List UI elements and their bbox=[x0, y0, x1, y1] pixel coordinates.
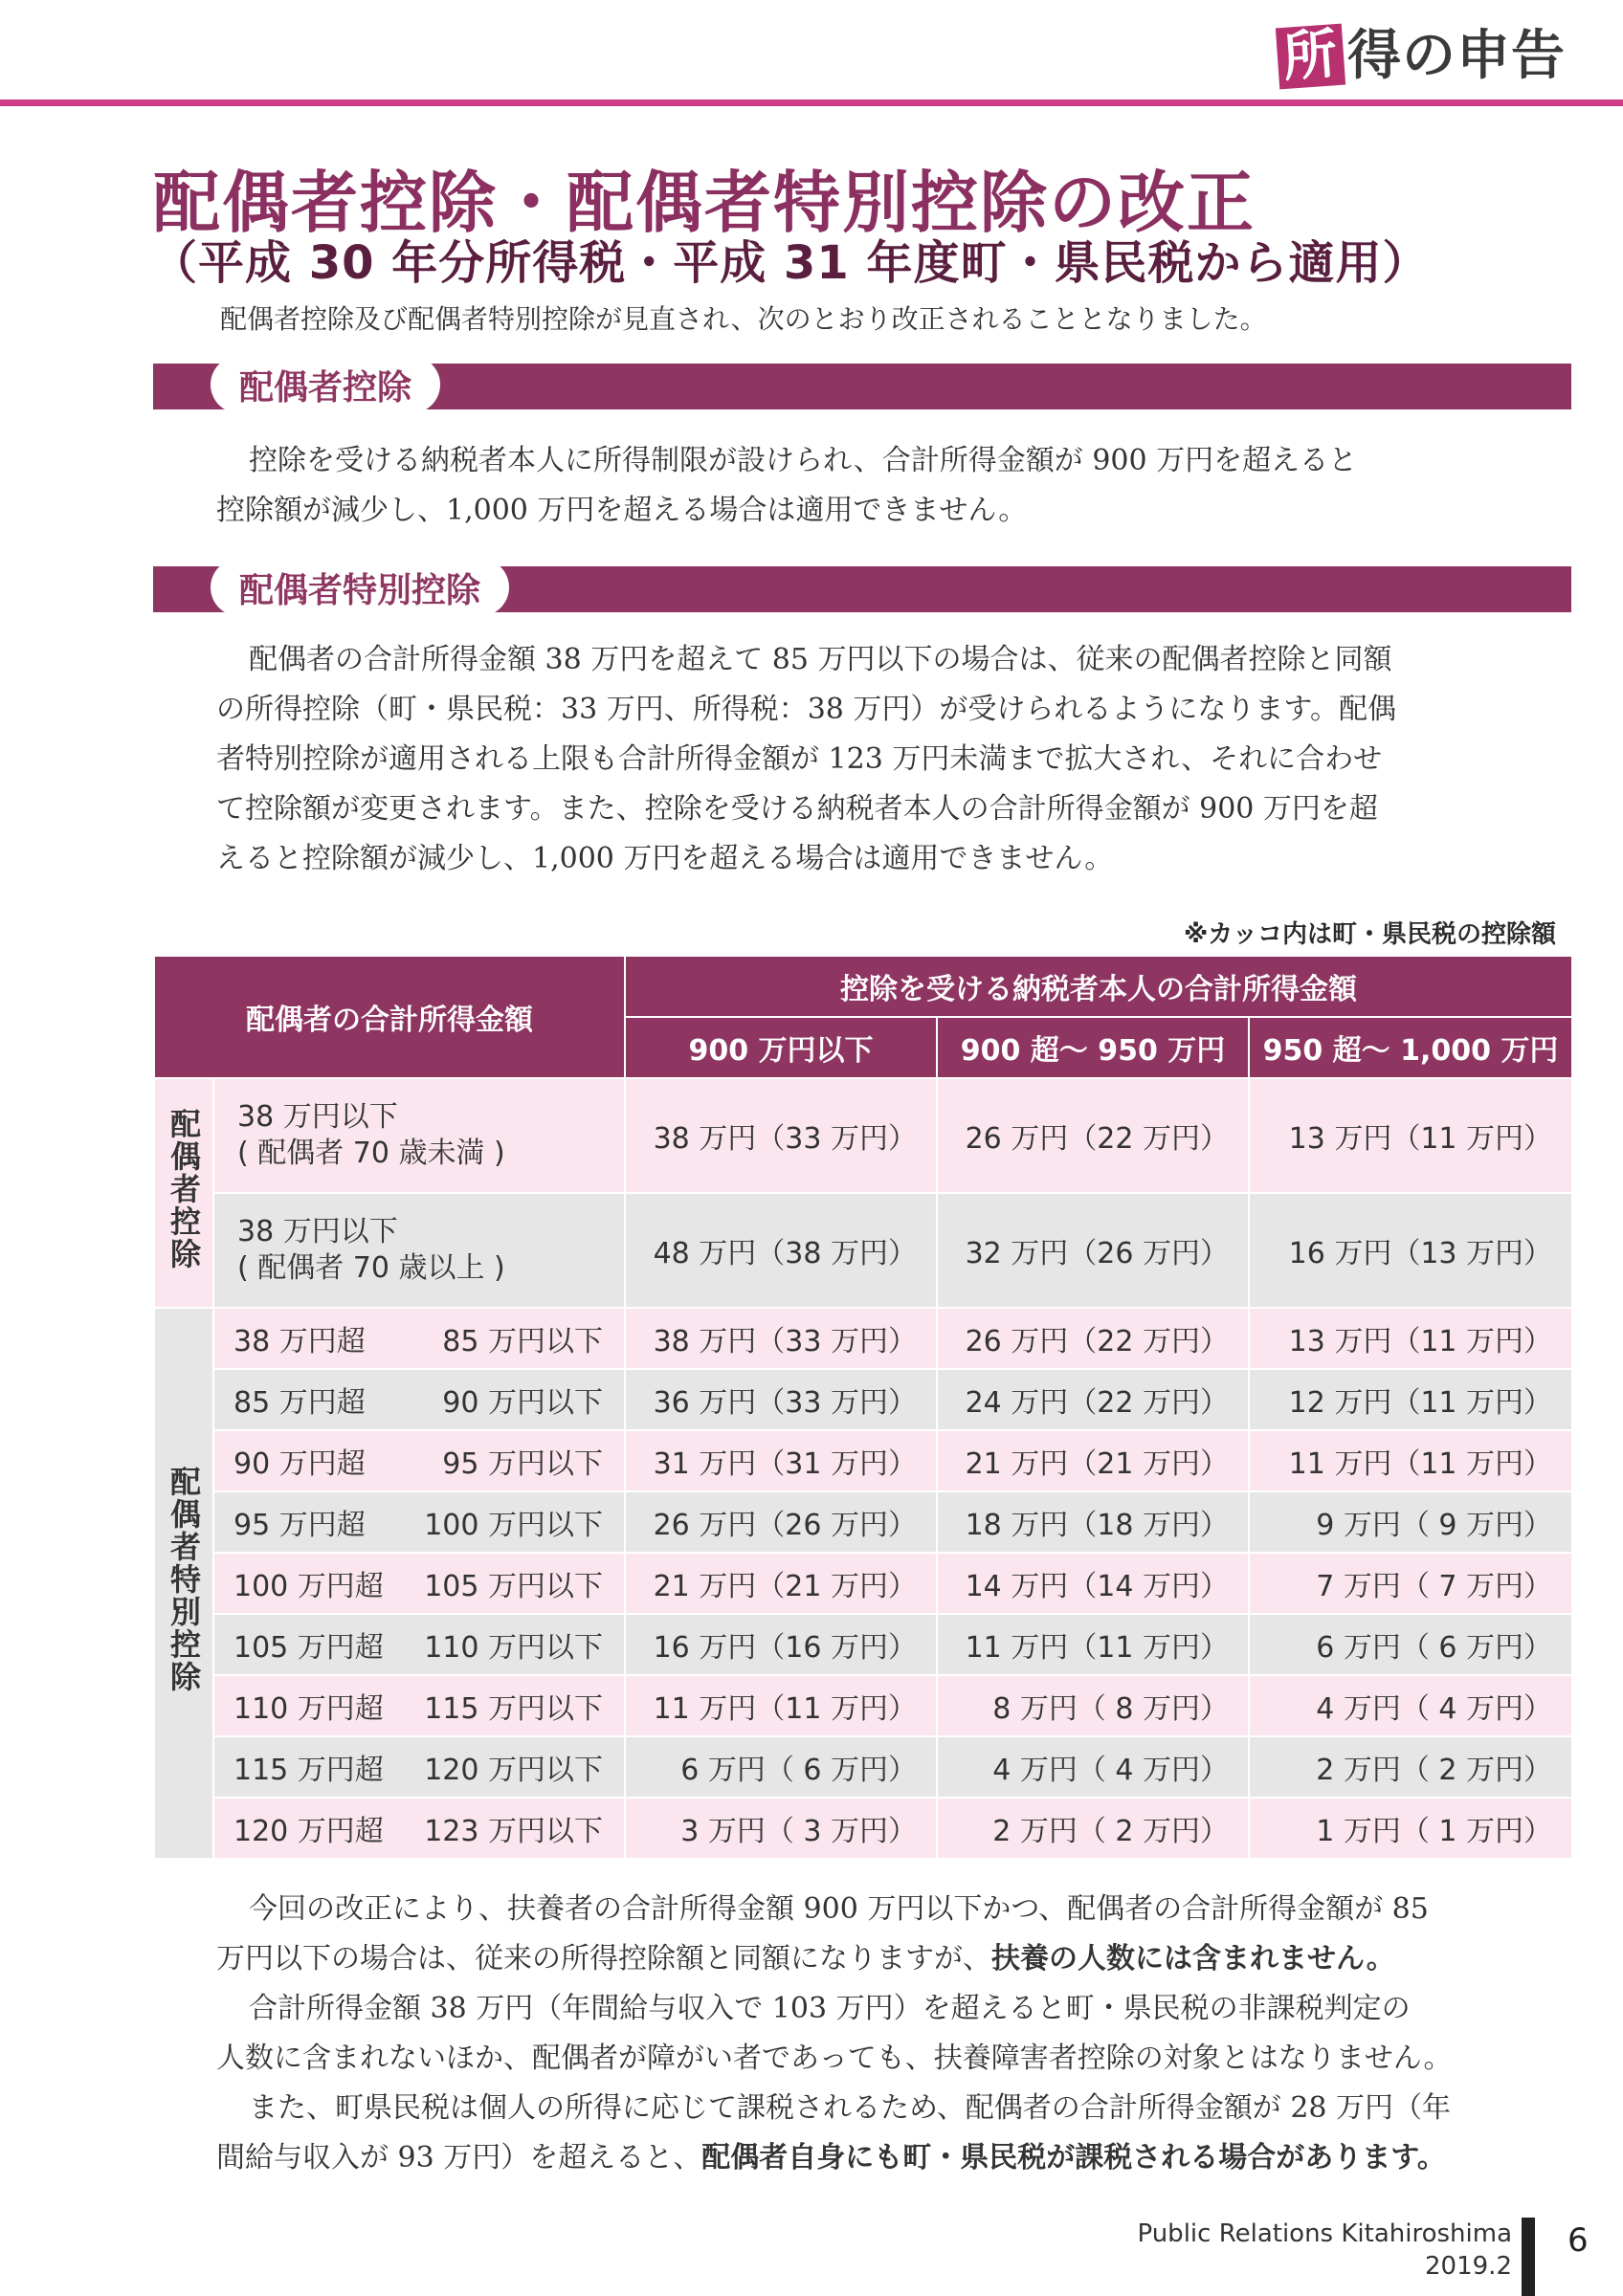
table-row bbox=[154, 1491, 1572, 1553]
table-row bbox=[154, 1369, 1572, 1430]
range-to: 85 万円以下 bbox=[442, 1325, 603, 1358]
row-range bbox=[213, 1430, 625, 1491]
page-subtitle: （平成 30 年分所得税・平成 31 年度町・県民税から適用） bbox=[151, 236, 1430, 290]
row-range bbox=[213, 1798, 625, 1859]
range-to: 95 万円以下 bbox=[442, 1447, 603, 1481]
range-to: 90 万円以下 bbox=[442, 1386, 603, 1420]
table-cell: 13 万円（11 万円） bbox=[1249, 1078, 1572, 1193]
publication-date: 2019.2 bbox=[1425, 2252, 1512, 2281]
paragraph-line bbox=[216, 2133, 1556, 2183]
paragraph-line: また、町県民税は個人の所得に応じて課税されるため、配偶者の合計所得金額が 28 万円（年 bbox=[249, 2091, 1452, 2125]
row-range bbox=[213, 1491, 625, 1553]
row-label bbox=[213, 1078, 625, 1193]
page-number: 6 bbox=[1567, 2221, 1589, 2260]
range-to: 100 万円以下 bbox=[424, 1509, 603, 1542]
section-label-spouse-deduction: 配偶者控除 bbox=[211, 356, 440, 413]
header-spouse-income: 配偶者の合計所得金額 bbox=[154, 956, 625, 1078]
table-note: ※カッコ内は町・県民税の控除額 bbox=[1183, 920, 1556, 949]
table-cell: 2 万円（ 2 万円） bbox=[1249, 1736, 1572, 1798]
spouse-deduction-paragraph bbox=[216, 436, 1479, 536]
paragraph-line: 合計所得金額 38 万円（年間給与収入で 103 万円）を超えると町・県民税の非課税判定の bbox=[249, 1992, 1411, 2025]
range-to: 123 万円以下 bbox=[424, 1815, 603, 1848]
special-deduction-paragraph bbox=[216, 635, 1479, 884]
table-row bbox=[154, 1430, 1572, 1491]
table-cell: 3 万円（ 3 万円） bbox=[625, 1798, 937, 1859]
table-cell: 32 万円（26 万円） bbox=[937, 1193, 1249, 1308]
table-cell: 18 万円（18 万円） bbox=[937, 1491, 1249, 1553]
table-row bbox=[154, 1308, 1572, 1369]
table-row bbox=[154, 1798, 1572, 1859]
range-from: 38 万円超 bbox=[233, 1325, 366, 1358]
paragraph-line: 者特別控除が適用される上限も合計所得金額が 123 万円未満まで拡大され、それに合わせ bbox=[216, 742, 1383, 776]
table-cell: 21 万円（21 万円） bbox=[937, 1430, 1249, 1491]
closing-paragraph bbox=[216, 1885, 1556, 2183]
table-row bbox=[154, 1553, 1572, 1614]
table-cell: 11 万円（11 万円） bbox=[1249, 1430, 1572, 1491]
corner-title-box: 所 bbox=[1276, 24, 1345, 90]
table-cell: 24 万円（22 万円） bbox=[937, 1369, 1249, 1430]
section-band-spouse-deduction bbox=[153, 364, 1571, 409]
range-from: 85 万円超 bbox=[233, 1386, 366, 1420]
table-cell: 4 万円（ 4 万円） bbox=[937, 1736, 1249, 1798]
publication-name: Public Relations Kitahiroshima bbox=[1137, 2219, 1512, 2248]
header-rule bbox=[0, 99, 1623, 106]
paragraph-line: 配偶者の合計所得金額 38 万円を超えて 85 万円以下の場合は、従来の配偶者控除と同額 bbox=[249, 643, 1392, 676]
group-label-text: 配偶者控除 bbox=[166, 1108, 202, 1270]
paragraph-text: 間給与収入が 93 万円）を超えると、 bbox=[216, 2141, 702, 2175]
range-to: 115 万円以下 bbox=[424, 1692, 603, 1726]
range-from: 95 万円超 bbox=[233, 1509, 366, 1542]
table-cell: 9 万円（ 9 万円） bbox=[1249, 1491, 1572, 1553]
table-row bbox=[154, 1614, 1572, 1675]
range-from: 110 万円超 bbox=[233, 1692, 384, 1726]
emphasis-text: 配偶者自身にも町・県民税が課税される場合があります。 bbox=[701, 2141, 1446, 2175]
paragraph-line: 人数に含まれないほか、配偶者が障がい者であっても、扶養障害者控除の対象とはなりません。 bbox=[216, 2042, 1453, 2075]
table-cell: 6 万円（ 6 万円） bbox=[1249, 1614, 1572, 1675]
emphasis-text: 扶養の人数には含まれません。 bbox=[991, 1942, 1395, 1976]
paragraph-line: の所得控除（町・県民税：33 万円、所得税：38 万円）が受けられるようになります。配偶 bbox=[216, 693, 1397, 726]
row-range bbox=[213, 1308, 625, 1369]
table-cell: 4 万円（ 4 万円） bbox=[1249, 1675, 1572, 1736]
section-label-special-deduction: 配偶者特別控除 bbox=[211, 559, 509, 616]
row-label-line1: 38 万円以下 bbox=[237, 1215, 398, 1248]
range-from: 120 万円超 bbox=[233, 1815, 384, 1848]
table-cell: 26 万円（22 万円） bbox=[937, 1078, 1249, 1193]
range-to: 110 万円以下 bbox=[424, 1631, 603, 1665]
paragraph-line bbox=[216, 1934, 1556, 1984]
col-header-950-1000: 950 超～ 1,000 万円 bbox=[1249, 1017, 1572, 1078]
table-cell: 6 万円（ 6 万円） bbox=[625, 1736, 937, 1798]
paragraph-line: 控除を受ける納税者本人に所得制限が設けられ、合計所得金額が 900 万円を超えると bbox=[249, 444, 1358, 477]
group-label-text: 配偶者特別控除 bbox=[166, 1466, 202, 1693]
table-cell: 36 万円（33 万円） bbox=[625, 1369, 937, 1430]
deduction-table bbox=[153, 955, 1573, 1860]
table-row bbox=[154, 1193, 1572, 1308]
range-from: 90 万円超 bbox=[233, 1447, 366, 1481]
range-from: 115 万円超 bbox=[233, 1754, 384, 1787]
corner-title-text: 得の申告 bbox=[1347, 25, 1566, 87]
intro-text: 配偶者控除及び配偶者特別控除が見直され、次のとおり改正されることとなりました。 bbox=[220, 303, 1267, 335]
paragraph-line: 今回の改正により、扶養者の合計所得金額 900 万円以下かつ、配偶者の合計所得金額が 85 bbox=[249, 1892, 1429, 1926]
table-cell: 16 万円（13 万円） bbox=[1249, 1193, 1572, 1308]
range-to: 105 万円以下 bbox=[424, 1570, 603, 1603]
paragraph-text: 万円以下の場合は、従来の所得控除額と同額になりますが、 bbox=[216, 1942, 991, 1976]
table-cell: 14 万円（14 万円） bbox=[937, 1553, 1249, 1614]
table-cell: 1 万円（ 1 万円） bbox=[1249, 1798, 1572, 1859]
range-from: 105 万円超 bbox=[233, 1631, 384, 1665]
row-range bbox=[213, 1553, 625, 1614]
table-cell: 38 万円（33 万円） bbox=[625, 1078, 937, 1193]
table-row bbox=[154, 1736, 1572, 1798]
paragraph-line: て控除額が変更されます。また、控除を受ける納税者本人の合計所得金額が 900 万円を超 bbox=[216, 792, 1378, 826]
footer-publication bbox=[1137, 2218, 1512, 2283]
section-band-special-deduction bbox=[153, 566, 1571, 612]
range-to: 120 万円以下 bbox=[424, 1754, 603, 1787]
table-row bbox=[154, 1675, 1572, 1736]
group-label-spouse-deduction bbox=[154, 1078, 213, 1308]
table-cell: 11 万円（11 万円） bbox=[625, 1675, 937, 1736]
table-cell: 31 万円（31 万円） bbox=[625, 1430, 937, 1491]
page-title: 配偶者控除・配偶者特別控除の改正 bbox=[153, 164, 1256, 242]
row-range bbox=[213, 1675, 625, 1736]
table-cell: 8 万円（ 8 万円） bbox=[937, 1675, 1249, 1736]
table-cell: 2 万円（ 2 万円） bbox=[937, 1798, 1249, 1859]
row-label-line2: ( 配偶者 70 歳未満 ) bbox=[237, 1137, 505, 1170]
table-row bbox=[154, 1078, 1572, 1193]
row-range bbox=[213, 1614, 625, 1675]
table-cell: 12 万円（11 万円） bbox=[1249, 1369, 1572, 1430]
paragraph-line: えると控除額が減少し、1,000 万円を超える場合は適用できません。 bbox=[216, 842, 1114, 875]
header-taxpayer-income: 控除を受ける納税者本人の合計所得金額 bbox=[625, 956, 1572, 1017]
range-from: 100 万円超 bbox=[233, 1570, 384, 1603]
table-cell: 26 万円（26 万円） bbox=[625, 1491, 937, 1553]
table-cell: 38 万円（33 万円） bbox=[625, 1308, 937, 1369]
col-header-900-950: 900 超～ 950 万円 bbox=[937, 1017, 1249, 1078]
section-corner-title bbox=[1278, 23, 1566, 90]
group-label-special-deduction bbox=[154, 1308, 213, 1859]
row-label-line2: ( 配偶者 70 歳以上 ) bbox=[237, 1251, 505, 1285]
table-cell: 26 万円（22 万円） bbox=[937, 1308, 1249, 1369]
row-range bbox=[213, 1369, 625, 1430]
paragraph-line: 控除額が減少し、1,000 万円を超える場合は適用できません。 bbox=[216, 494, 1028, 527]
row-label bbox=[213, 1193, 625, 1308]
table-cell: 7 万円（ 7 万円） bbox=[1249, 1553, 1572, 1614]
table-cell: 21 万円（21 万円） bbox=[625, 1553, 937, 1614]
row-range bbox=[213, 1736, 625, 1798]
table-cell: 13 万円（11 万円） bbox=[1249, 1308, 1572, 1369]
table-cell: 48 万円（38 万円） bbox=[625, 1193, 937, 1308]
col-header-under-900: 900 万円以下 bbox=[625, 1017, 937, 1078]
table-cell: 16 万円（16 万円） bbox=[625, 1614, 937, 1675]
footer-bar bbox=[1522, 2218, 1535, 2296]
table-cell: 11 万円（11 万円） bbox=[937, 1614, 1249, 1675]
row-label-line1: 38 万円以下 bbox=[237, 1100, 398, 1134]
